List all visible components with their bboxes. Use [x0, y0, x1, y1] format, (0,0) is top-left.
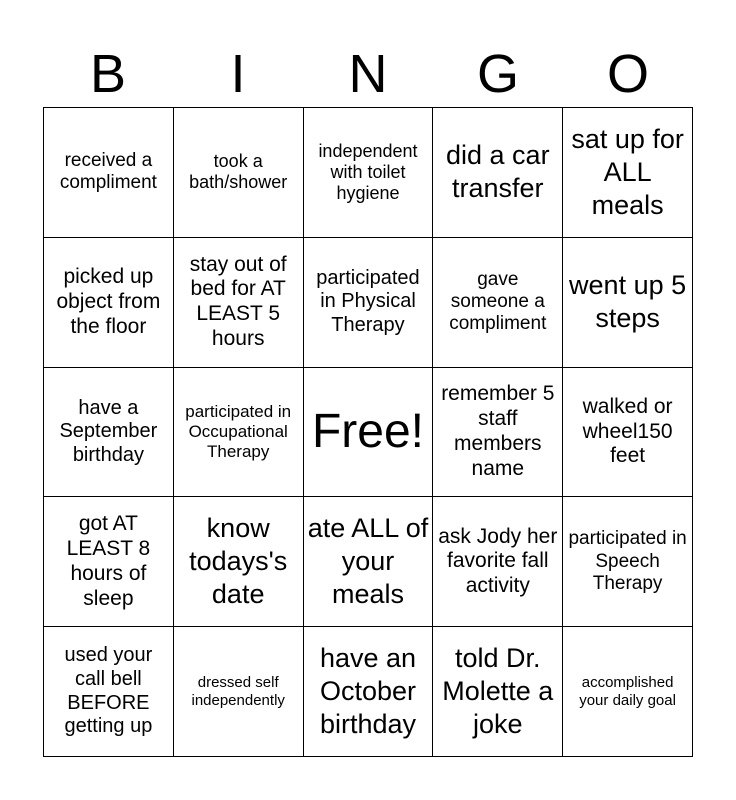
header-letter-n: N	[348, 44, 388, 104]
bingo-cell[interactable]: stay out of bed for AT LEAST 5 hours	[174, 238, 304, 368]
bingo-cell[interactable]: independent with toilet hygiene	[304, 108, 434, 238]
header-letter-o: O	[606, 44, 649, 104]
bingo-cell[interactable]: received a compliment	[44, 108, 174, 238]
bingo-cell[interactable]: participated in Occupational Therapy	[174, 368, 304, 498]
bingo-cell[interactable]: told Dr. Molette a joke	[433, 627, 563, 757]
bingo-cell[interactable]: have a September birthday	[44, 368, 174, 498]
header-letter-i: I	[230, 44, 246, 104]
bingo-cell[interactable]: sat up for ALL meals	[563, 108, 693, 238]
bingo-cell[interactable]: gave someone a compliment	[433, 238, 563, 368]
bingo-header	[43, 40, 693, 108]
bingo-cell[interactable]: picked up object from the floor	[44, 238, 174, 368]
bingo-cell[interactable]: accomplished your daily goal	[563, 627, 693, 757]
free-space[interactable]: Free!	[304, 368, 434, 498]
bingo-cell[interactable]: went up 5 steps	[563, 238, 693, 368]
bingo-cell[interactable]: did a car transfer	[433, 108, 563, 238]
bingo-grid	[43, 107, 693, 757]
bingo-cell[interactable]: ask Jody her favorite fall activity	[433, 497, 563, 627]
bingo-cell[interactable]: know todays's date	[174, 497, 304, 627]
bingo-cell[interactable]: took a bath/shower	[174, 108, 304, 238]
bingo-cell[interactable]: got AT LEAST 8 hours of sleep	[44, 497, 174, 627]
bingo-cell[interactable]: used your call bell BEFORE getting up	[44, 627, 174, 757]
bingo-cell[interactable]: ate ALL of your meals	[304, 497, 434, 627]
bingo-cell[interactable]: participated in Physical Therapy	[304, 238, 434, 368]
bingo-cell[interactable]: walked or wheel150 feet	[563, 368, 693, 498]
bingo-cell[interactable]: participated in Speech Therapy	[563, 497, 693, 627]
header-letter-b: B	[89, 44, 127, 104]
header-letter-g: G	[476, 44, 519, 104]
bingo-cell[interactable]: have an October birthday	[304, 627, 434, 757]
bingo-cell[interactable]: remember 5 staff members name	[433, 368, 563, 498]
bingo-cell[interactable]: dressed self independently	[174, 627, 304, 757]
